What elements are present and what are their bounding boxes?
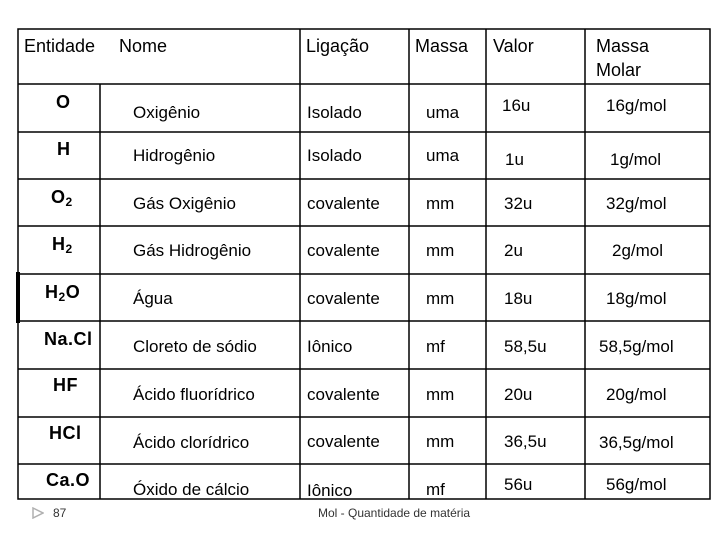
molar-mass: 20g/mol [606,385,667,404]
header-ligacao: Ligação [306,36,370,56]
entity-symbol: $H_2$ [52,234,73,256]
entity-name: Água [133,289,173,308]
molar-mass: 2g/mol [612,241,664,260]
bond-type: covalente [307,289,380,308]
header-massa: Massa [415,36,469,56]
header-nome: Nome [119,36,168,56]
entity-symbol: HCl [49,423,82,443]
entity-name: Cloreto de sódio [133,337,257,356]
entity-name: Gás Hidrogênio [133,241,252,260]
mass-value: 32u [504,194,533,213]
entity-symbol: Ca.O [46,470,91,490]
bond-type: covalente [307,241,380,260]
mass-value: 16u [502,96,531,115]
mass-type: mm [426,241,455,260]
slide-bullet-icon [32,507,44,519]
mass-value: 20u [504,385,533,404]
entity-symbol: $H_2O$ [45,282,81,304]
mass-value: 1u [505,150,524,169]
molar-mass: 56g/mol [606,475,667,494]
bond-type: covalente [307,385,380,404]
mass-type: mf [426,480,445,499]
mass-type: mm [426,289,455,308]
header-massa-molar-line1: Massa [596,36,650,56]
mass-type: mf [426,337,445,356]
molar-mass: 32g/mol [606,194,667,213]
mass-value: 56u [504,475,533,494]
page-number: 87 [53,506,67,520]
molar-mass: 1g/mol [610,150,662,169]
mass-value: 2u [504,241,523,260]
mass-type: uma [426,146,460,165]
bond-type: covalente [307,194,380,213]
slide-caption: Mol - Quantidade de matéria [318,506,471,520]
entity-symbol: O [56,92,71,112]
molar-mass: 18g/mol [606,289,667,308]
mass-value: 18u [504,289,533,308]
entity-name: Oxigênio [133,103,201,122]
mass-type: mm [426,385,455,404]
header-valor: Valor [493,36,534,56]
entity-symbol: HF [53,375,78,395]
entity-name: Ácido clorídrico [133,433,250,452]
mass-type: mm [426,194,455,213]
molar-mass: 16g/mol [606,96,667,115]
molar-mass: 58,5g/mol [599,337,674,356]
header-entidade: Entidade [24,36,96,56]
bond-type: Isolado [307,103,362,122]
entity-symbol: Na.Cl [44,329,93,349]
mass-type: mm [426,432,455,451]
entity-symbol: $O_2$ [51,187,73,209]
entity-name: Hidrogênio [133,146,216,165]
mass-value: 36,5u [504,432,547,451]
bond-type: Isolado [307,146,362,165]
molar-mass: 36,5g/mol [599,433,674,452]
entity-symbol: H [57,139,71,159]
entity-name: Gás Oxigênio [133,194,236,213]
header-massa-molar-line2: Molar [596,60,642,80]
entity-name: Ácido fluorídrico [133,385,255,404]
entity-name: Óxido de cálcio [133,480,250,499]
bond-type: Iônico [307,337,353,356]
mass-type: uma [426,103,460,122]
bond-type: Iônico [307,481,353,500]
bond-type: covalente [307,432,380,451]
mass-value: 58,5u [504,337,547,356]
